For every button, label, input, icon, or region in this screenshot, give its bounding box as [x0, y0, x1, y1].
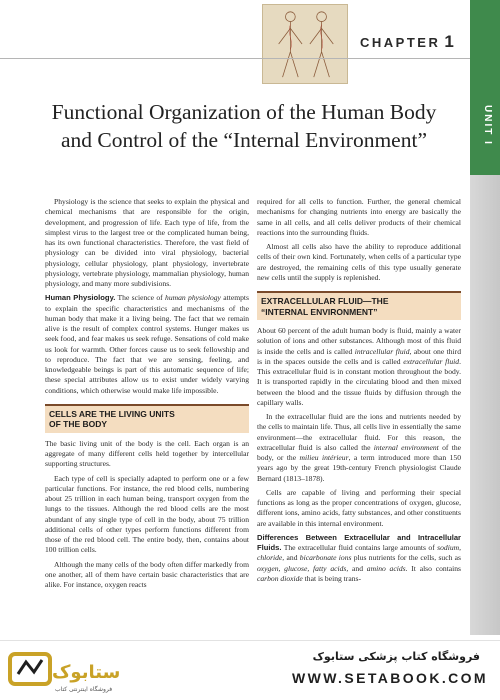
left-column — [45, 197, 249, 594]
chapter-title-line2: and Control of the “Internal Environment” — [61, 128, 427, 152]
chapter-title — [20, 98, 468, 154]
chapter-label — [360, 32, 470, 52]
brand-tagline: فروشگاه اینترنتی کتاب — [55, 686, 113, 693]
header-rule — [0, 58, 470, 59]
setabook-logo-icon — [8, 648, 56, 692]
cells-paragraph-2: Each type of cell is specially adapted to perform one or a few particular functions. For instance, the red blood cells, numbering about 25 trillion in each human being, transport oxygen from the lungs to the tissues. Although the red blood cells are the most abundant of any single type of cell in the body, about 75 trillion additional cells of other types perform functions different from those of the red blood cell. The entire body, then, contains about 100 trillion cells. — [45, 473, 249, 555]
differences-paragraph: Differences Between Extracellular and Intracellular Fluids. The extracellular fluid contains large amounts of sodium, chloride, and bicarbonate ions plus nutrients for the cells, such as oxygen, glucose, fatty acids, and amino acids. It also contains carbon dioxide that is being trans- — [257, 532, 462, 583]
chapter-word: CHAPTER — [360, 35, 441, 50]
intro-paragraph: Physiology is the science that seeks to explain the physical and chemical mechanisms that are responsible for the origin, development, and progression of life. Each type of life, from the simplest virus to the largest tree or the complicated human being, has its own functional characteristics. Therefore, the vast field of physiology can be divided into viral physiology, bacterial physiology, cellular physiology, plant physiology, invertebrate physiology, vertebrate physiology, mammalian physiology, human physiology, and many more subdivisions. — [45, 197, 249, 288]
ecf-paragraph-1: About 60 percent of the adult human body is fluid, mainly a water solution of ions and other substances. Although most of this fluid is inside the cells and is called intracellular fluid, about one third is in the spaces outside the cells and is called extracellular fluid. This extracellular fluid is in constant motion throughout the body. It is transported rapidly in the circulating blood and then mixed between the blood and the tissue fluids by diffusion through the capillary walls. — [257, 326, 461, 407]
unit-label: UNIT I — [482, 104, 493, 146]
shop-url[interactable]: WWW.SETABOOK.COM — [291, 670, 488, 686]
section-heading-cells: CELLS ARE THE LIVING UNITS OF THE BODY — [45, 404, 249, 433]
continued-paragraph-2: Almost all cells also have the ability to reproduce additional cells of their own kind. Fortunately, when cells of a particular type are destroyed, the remaining cells of this type usually generate new cells until the supply is replenished. — [257, 242, 461, 282]
human-physiology-term: human physiology — [165, 293, 221, 303]
brand-name: ستابوک — [52, 662, 121, 683]
shop-name: فروشگاه کتاب پزشکی ستابوک — [312, 650, 480, 663]
cells-paragraph-3: Although the many cells of the body often differ markedly from one another, all of them have certain basic characteristics that are alike. For instance, oxygen reacts — [45, 559, 249, 589]
chapter-title-line1: Functional Organization of the Human Body — [51, 100, 437, 124]
page-edge-shade — [470, 175, 500, 635]
ecf-paragraph-2: In the extracellular fluid are the ions and nutrients needed by the cells to maintain life. Thus, all cells live in essentially the same environment—the extracellular fluid. For this reason, the extracellular fluid is also called the internal environment of the body, or the milieu intérieur, a term introduced more than 150 years ago by the great 19th-century French physiologist Claude Bernard (1813–1878). — [257, 412, 461, 483]
continued-paragraph-1: required for all cells to function. Further, the general chemical mechanisms for changing nutrients into energy are basically the same in all cells, and all cells deliver products of their chemical reactions into the surrounding fluids. — [257, 197, 461, 237]
right-column — [257, 197, 461, 588]
section-heading-ecf: EXTRACELLULAR FLUID—THE “INTERNAL ENVIRONMENT” — [257, 291, 461, 320]
chapter-number: 1 — [444, 32, 454, 51]
ecf-paragraph-3: Cells are capable of living and performing their special functions as long as the proper concentrations of oxygen, glucose, different ions, amino acids, fatty substances, and other constituents are available in this internal environment. — [257, 487, 461, 528]
anatomy-illustration — [262, 4, 348, 84]
cells-paragraph-1: The basic living unit of the body is the cell. Each organ is an aggregate of many different cells held together by intercellular supporting structures. — [45, 438, 249, 469]
differences-heading: Differences Between Extracellular and Intracellular Fluids. — [257, 532, 461, 552]
human-physiology-heading: Human Physiology. — [45, 293, 116, 303]
human-physiology-paragraph: Human Physiology. The science of human physiology attempts to explain the specific characteristics and mechanisms of the human body that make it a living being. The fact that we remain alive is the result of complex control systems. Hunger makes us seek food, and fear makes us seek refuge. Sensations of cold make us look for warmth. Other forces cause us to seek fellowship and to reproduce. The fact that we are sensing, feeling, and knowledgeable beings is part of this automatic sequence of life; these special attributes allow us to exist under widely varying conditions, which otherwise would make life impossible. — [45, 293, 249, 395]
